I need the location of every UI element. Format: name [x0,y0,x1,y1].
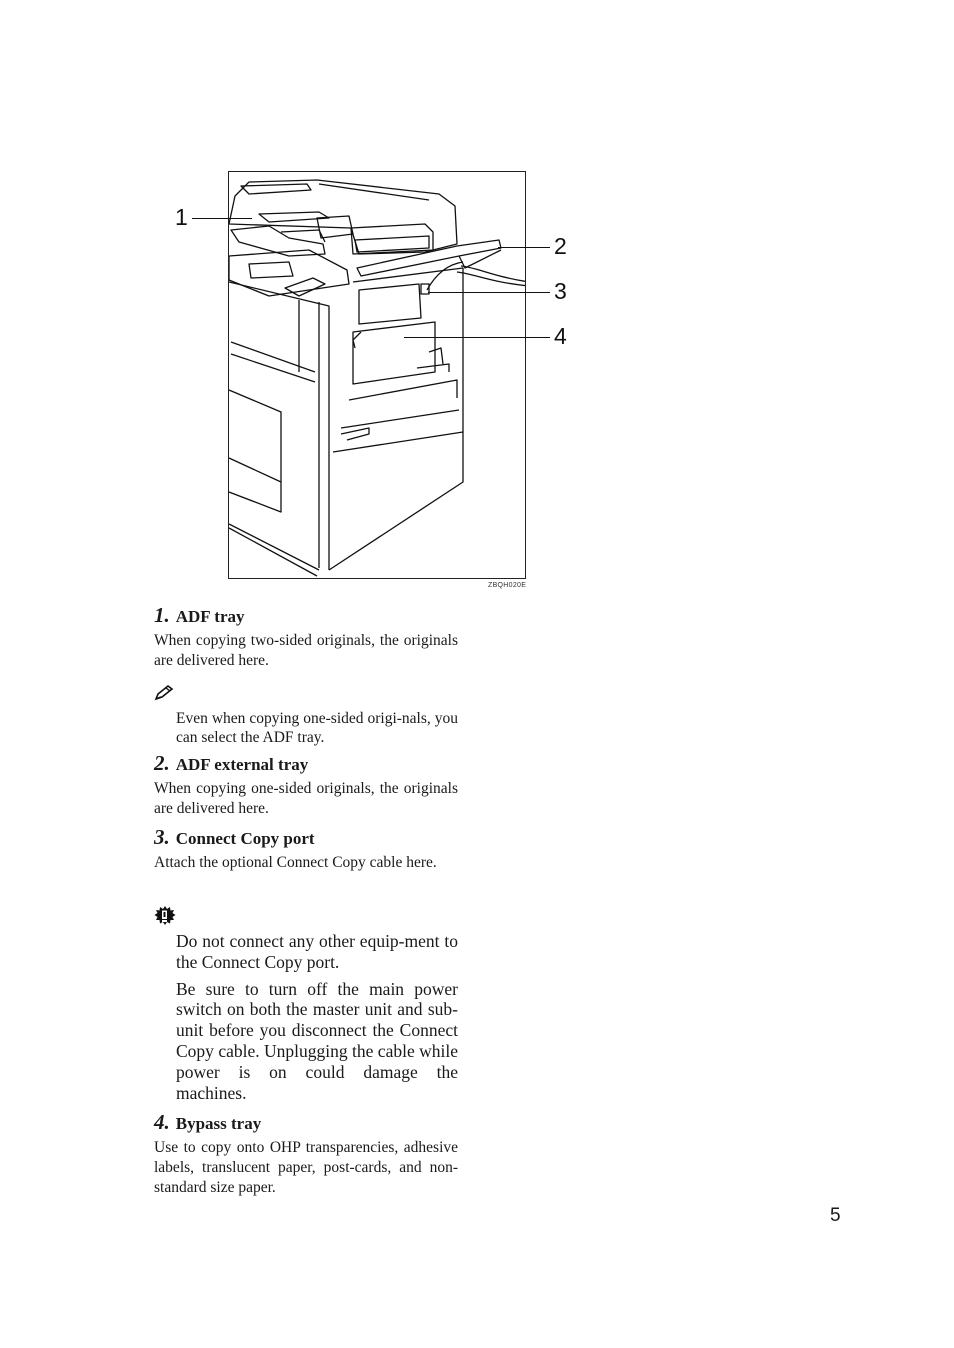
item-title: Connect Copy port [175,829,315,848]
item-number: 2. [154,751,170,775]
item-number: 3. [154,825,170,849]
item-title: Bypass tray [175,1114,262,1133]
important-icon [154,905,176,927]
important-block [176,931,458,1109]
item-title: ADF tray [175,607,245,626]
callout-3-leader [428,292,550,293]
page-number: 5 [830,1205,841,1226]
note-text: Even when copying one-sided origi-nals, you can select the ADF tray. [176,710,458,746]
item-number: 1. [154,603,170,627]
figure-code: ZBQH020E [488,582,527,589]
callout-1-leader [192,218,252,219]
item-adf-tray [154,604,458,671]
pencil-icon [154,684,174,702]
item-heading [154,1111,458,1135]
callout-4-label: 4 [554,323,567,349]
callout-2-leader [498,247,550,248]
callout-1-label: 1 [175,204,188,230]
note-block [176,710,458,747]
item-description: Attach the optional Connect Copy cable here. [154,854,437,871]
item-description: Use to copy onto OHP transparencies, adhesive labels, translucent paper, post-cards, and non-standard size paper. [154,1139,458,1196]
copier-drawing [229,172,526,579]
callout-4-leader [404,337,550,338]
item-connect-copy-port [154,826,458,873]
item-description: When copying two-sided originals, the originals are delivered here. [154,632,458,669]
important-paragraph: Be sure to turn off the main power switch on both the master unit and sub-unit before you disconnect the Connect Copy cable. Unplugging the cable while power is on could damage the machines. [176,978,458,1103]
item-heading [154,604,458,628]
copier-illustration [228,171,526,579]
item-title: ADF external tray [175,755,309,774]
item-number: 4. [154,1110,170,1134]
item-adf-external-tray [154,752,458,819]
item-bypass-tray [154,1111,458,1198]
item-heading [154,826,458,850]
item-description: When copying one-sided originals, the originals are delivered here. [154,780,458,817]
item-heading [154,752,458,776]
callout-2-label: 2 [554,233,567,259]
important-paragraph: Do not connect any other equip-ment to the Connect Copy port. [176,931,458,972]
callout-3-label: 3 [554,278,567,304]
